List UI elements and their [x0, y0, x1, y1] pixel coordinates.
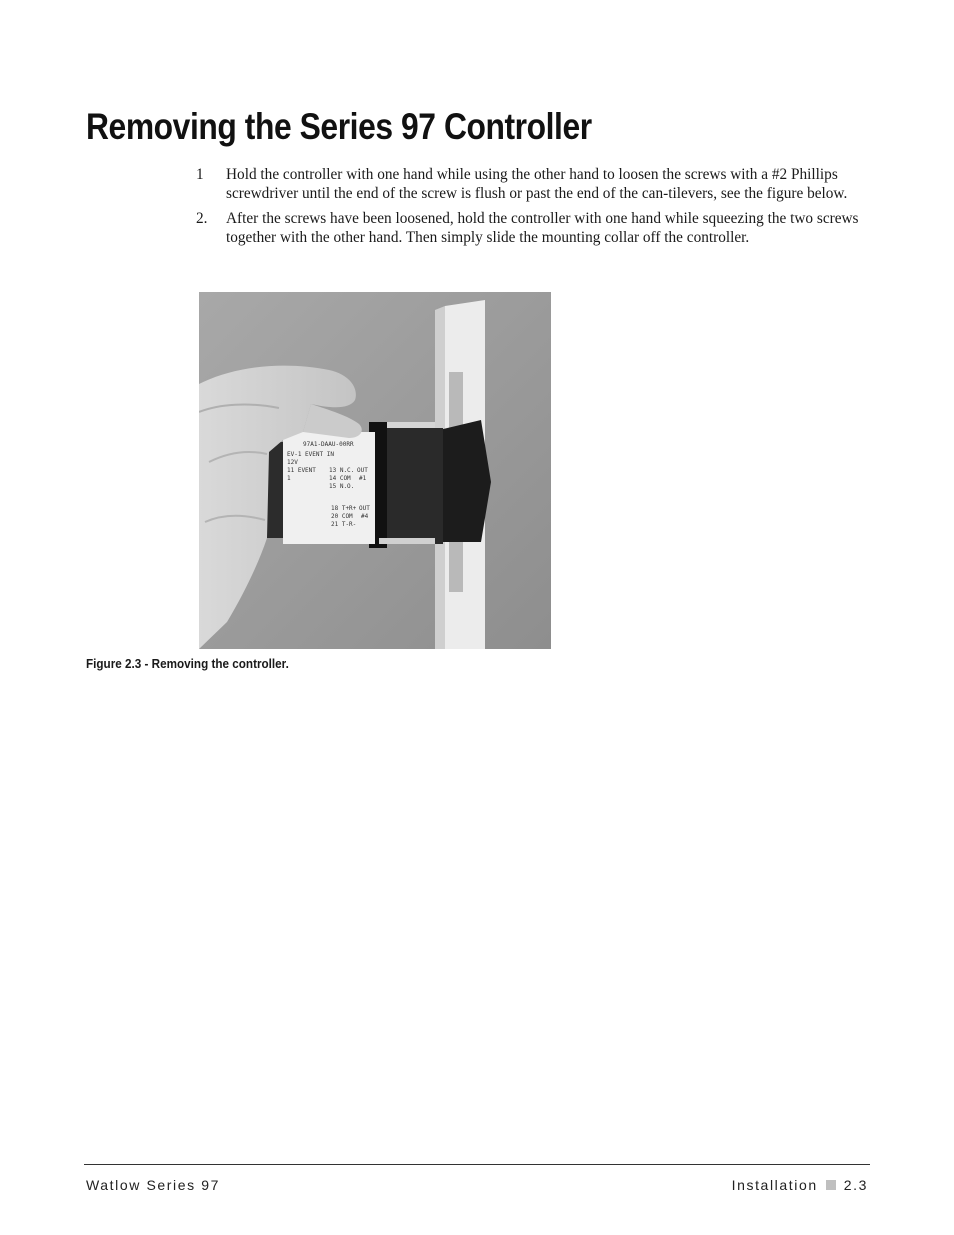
- label-text: 11 EVENT: [287, 467, 316, 474]
- controller-removal-illustration: [199, 292, 551, 649]
- figure-caption: Figure 2.3 - Removing the controller.: [86, 656, 289, 671]
- label-text: EV-1 EVENT IN: [287, 451, 334, 458]
- label-text: 20 COM: [331, 513, 353, 520]
- step-text: Hold the controller with one hand while using the other hand to loosen the screws with a #2 Phillips screwdriver until the end of the screw is flush or past the end of the can-tilevers, see the figure below.: [226, 166, 848, 202]
- label-text: #1: [359, 475, 367, 482]
- step-item: [196, 210, 862, 247]
- controller-body: [267, 420, 491, 548]
- figure-photo: [199, 292, 551, 649]
- footer-document-title: Watlow Series 97: [86, 1177, 221, 1193]
- label-text: 12V: [287, 459, 298, 466]
- label-text: 21 T-R-: [331, 521, 357, 528]
- page-title: Removing the Series 97 Controller: [86, 106, 592, 147]
- label-text: 1: [287, 475, 291, 482]
- label-text: OUT: [357, 467, 368, 474]
- label-text: 18 T+R+: [331, 505, 357, 512]
- label-text: OUT: [359, 505, 370, 512]
- footer-divider: [84, 1164, 870, 1165]
- step-item: [196, 166, 862, 203]
- label-text: 97A1-DAAU-00RR: [303, 441, 354, 448]
- label-text: 15 N.O.: [329, 483, 355, 490]
- step-number: 2.: [196, 210, 208, 227]
- footer-section: Installation: [731, 1177, 818, 1193]
- footer-page-number: 2.3: [843, 1177, 868, 1193]
- step-number: 1: [196, 166, 204, 183]
- label-text: 13 N.C.: [329, 467, 355, 474]
- label-text: 14 COM: [329, 475, 351, 482]
- instruction-steps: [196, 166, 862, 254]
- label-text: #4: [361, 513, 369, 520]
- step-text: After the screws have been loosened, hold the controller with one hand while squeezing the two screws together with the other hand. Then simply slide the mounting collar off the controller.: [226, 210, 859, 246]
- footer-page-info: [732, 1177, 868, 1193]
- square-bullet-icon: [826, 1180, 836, 1190]
